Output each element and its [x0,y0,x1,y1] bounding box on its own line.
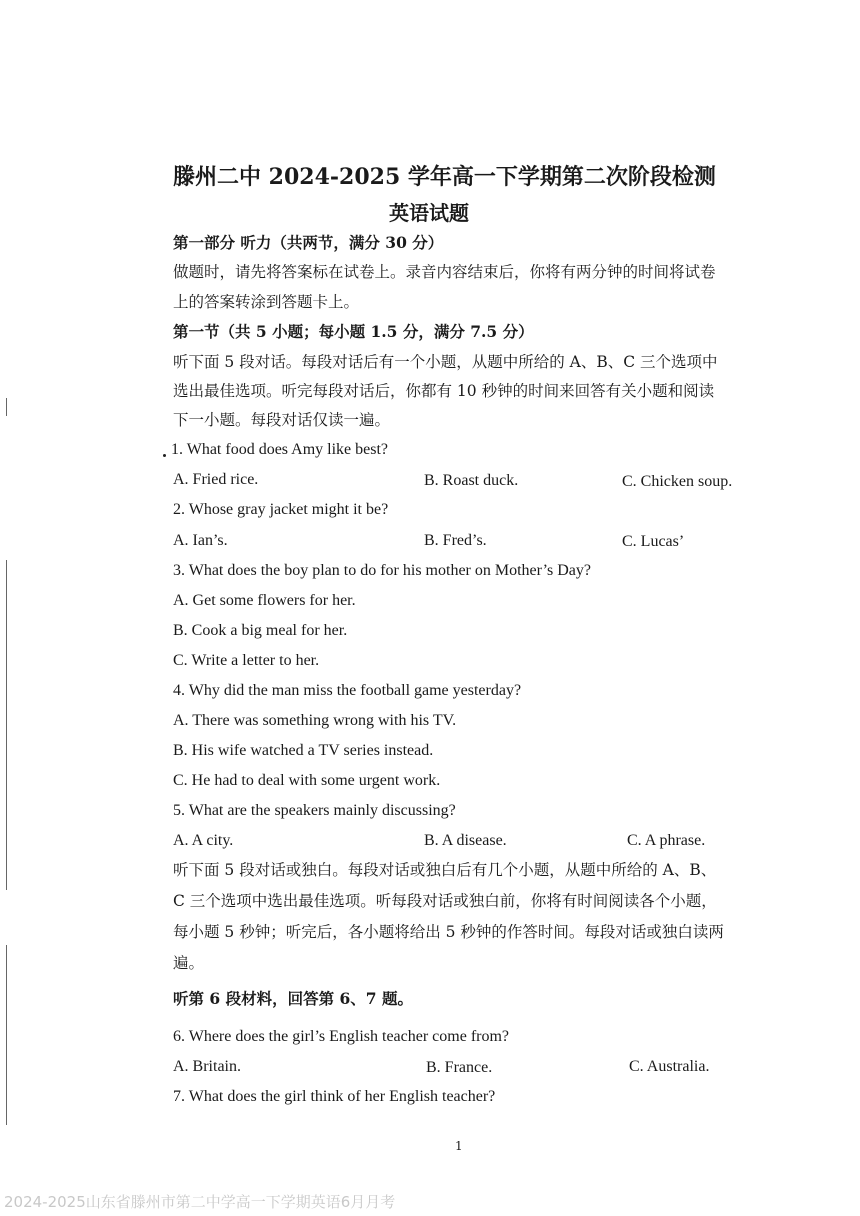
question-6: 6. Where does the girl’s English teacher come from? [173,1028,510,1045]
question-3-option-a: A. Get some flowers for her. [173,592,356,609]
question-7: 7. What does the girl think of her English teacher? [173,1088,496,1105]
part1-heading: 第一部分 听力（共两节，满分 30 分） [173,233,444,252]
question-4-option-c: C. He had to deal with some urgent work. [173,772,441,789]
question-4: 4. Why did the man miss the football game yesterday? [173,682,522,699]
part1-instruction-line: 做题时，请先将答案标在试卷上。录音内容结束后，你将有两分钟的时间将试卷 [173,263,716,281]
question-1: 1. What food does Amy like best? [171,441,388,458]
scan-dot [163,454,166,457]
section1-instruction-line: 听下面 5 段对话。每段对话后有一个小题，从题中所给的 A、B、C 三个选项中 [173,353,718,371]
question-6-option-b: B. France. [426,1059,493,1076]
question-3: 3. What does the boy plan to do for his mother on Mother’s Day? [173,562,591,579]
section2-instruction-line: C 三个选项中选出最佳选项。听每段对话或独白前，你将有时间阅读各个小题， [173,892,717,910]
scan-margin-mark [6,398,7,416]
scan-margin-line-lower [6,945,7,1125]
exam-subtitle: 英语试题 [389,201,469,225]
exam-title: 滕州二中 2024-2025 学年高一下学期第二次阶段检测 [173,164,716,190]
question-1-option-c: C. Chicken soup. [622,473,733,490]
question-6-option-a: A. Britain. [173,1058,241,1075]
page-number: 1 [455,1139,463,1153]
question-5: 5. What are the speakers mainly discussing? [173,802,456,819]
question-2-option-b: B. Fred’s. [424,532,487,549]
question-3-option-b: B. Cook a big meal for her. [173,622,348,639]
section2-instruction-line: 每小题 5 秒钟；听完后，各小题将给出 5 秒钟的作答时间。每段对话或独白读两 [173,923,724,941]
question-1-option-b: B. Roast duck. [424,472,519,489]
footer-watermark: 2024-2025山东省滕州市第二中学高一下学期英语6月月考 [4,1193,396,1211]
question-2-option-a: A. Ian’s. [173,532,228,549]
scan-margin-line [6,560,7,890]
section1-instruction-line: 选出最佳选项。听完每段对话后，你都有 10 秒钟的时间来回答有关小题和阅读 [173,382,715,400]
material-heading: 听第 6 段材料，回答第 6、7 题。 [173,989,413,1008]
question-6-option-c: C. Australia. [629,1058,710,1075]
part1-instruction-line: 上的答案转涂到答题卡上。 [173,293,360,311]
question-2: 2. Whose gray jacket might it be? [173,501,389,518]
question-2-option-c: C. Lucas’ [622,533,685,550]
section1-instruction-line: 下一小题。每段对话仅读一遍。 [173,411,391,429]
question-4-option-b: B. His wife watched a TV series instead. [173,742,434,759]
question-4-option-a: A. There was something wrong with his TV. [173,712,457,729]
question-1-option-a: A. Fried rice. [173,471,259,488]
section1-heading: 第一节（共 5 小题；每小题 1.5 分，满分 7.5 分） [173,322,534,341]
question-5-option-c: C. A phrase. [627,832,706,849]
section2-instruction-line: 听下面 5 段对话或独白。每段对话或独白后有几个小题，从题中所给的 A、B、 [173,861,717,879]
section2-instruction-line: 遍。 [173,954,205,972]
question-5-option-b: B. A disease. [424,832,507,849]
question-3-option-c: C. Write a letter to her. [173,652,320,669]
question-5-option-a: A. A city. [173,832,234,849]
